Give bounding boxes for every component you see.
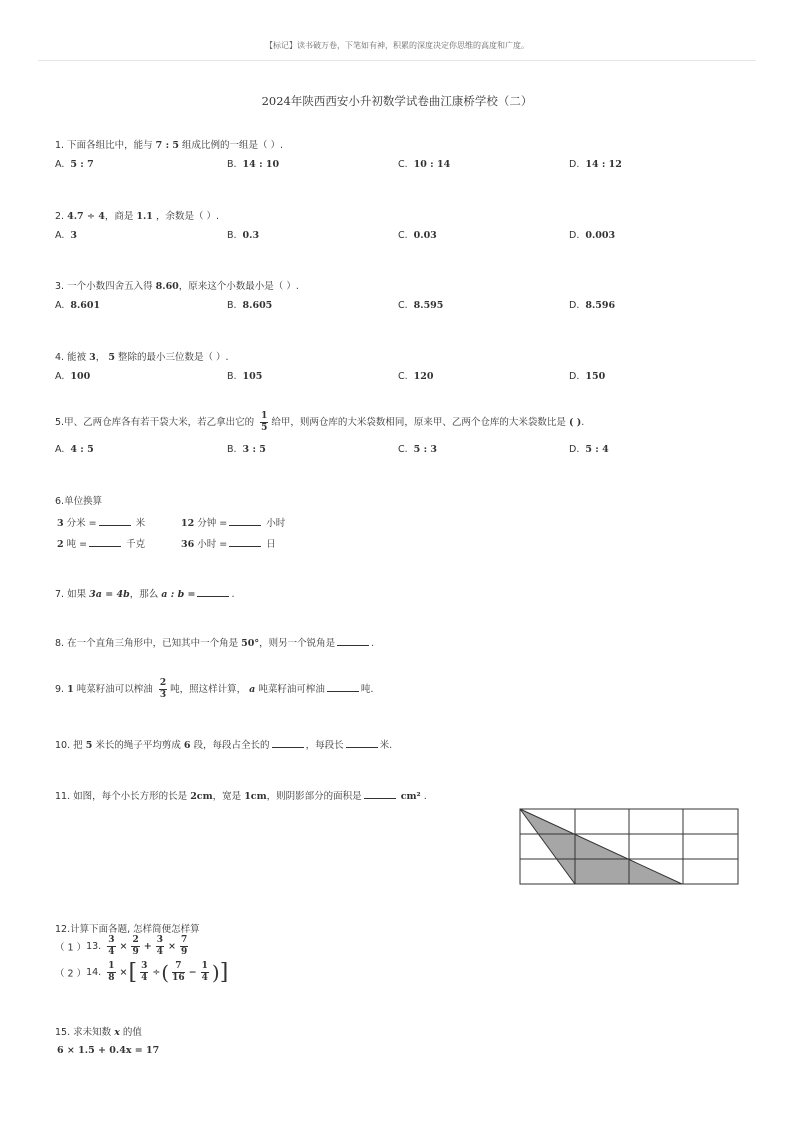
q1-option-d[interactable]: D. 14 : 12 [569,159,622,170]
q5-option-a[interactable]: A. 4 : 5 [55,444,94,455]
answer-blank[interactable] [99,516,131,526]
conversion-4: 36 小时 = 日 [181,539,276,550]
grid-figure [519,808,741,886]
answer-blank[interactable] [89,537,121,547]
q3-option-b[interactable]: B. 8.605 [227,300,273,311]
question-11: 11. 如图，每个小长方形的长是 2cm，宽是 1cm，则阴影部分的面积是 cm² . [55,791,427,802]
conversion-1: 3 分米 = 米 [57,518,146,529]
answer-blank[interactable] [346,738,378,748]
ratio-value: 7 : 5 [155,140,179,151]
rounded-value: 8.60 [155,281,179,292]
q1-option-a[interactable]: A. 5 : 7 [55,159,94,170]
answer-blank[interactable] [197,587,229,597]
answer-blank[interactable] [229,537,261,547]
header-motto: 【标记】读书破万卷，下笔如有神，积累的深度决定你思维的高度和广度。 [265,41,529,50]
division-expression: 4.7 ÷ 4 [67,211,105,222]
header-divider [38,60,756,61]
question-6: 6.单位换算 [55,496,103,507]
q5-option-c[interactable]: C. 5 : 3 [398,444,437,455]
conversion-3: 2 吨 = 千克 [57,539,146,550]
q5-option-d[interactable]: D. 5 : 4 [569,444,609,455]
q5-option-b[interactable]: B. 3 : 5 [227,444,266,455]
question-number: 1. [55,140,65,151]
equation: 6 × 1.5 + 0.4x = 17 [57,1045,160,1056]
q3-option-d[interactable]: D. 8.596 [569,300,616,311]
question-8: 8. 在一个直角三角形中，已知其中一个角是 50°，则另一个锐角是 . [55,638,375,649]
q1-option-b[interactable]: B. 14 : 10 [227,159,280,170]
question-3: 3. 一个小数四舍五入得 8.60，原来这个小数最小是（ ）. [55,281,299,292]
q2-option-a[interactable]: A. 3 [55,230,77,241]
fraction: $\frac{1}{5}$ [261,411,268,433]
question-7: 7. 如果 3a = 4b，那么 a : b = . [55,589,235,600]
answer-blank[interactable] [327,682,359,692]
q3-option-c[interactable]: C. 8.595 [398,300,444,311]
question-text: 组成比例的一组是（ ）. [182,140,284,151]
question-1 [55,137,283,151]
q4-option-b[interactable]: B. 105 [227,371,263,382]
question-12: 12.计算下面各题, 怎样简便怎样算 [55,924,200,935]
quotient-value: 1.1 [136,211,153,222]
answer-blank[interactable] [364,789,396,799]
question-4: 4. 能被 3， 5 整除的最小三位数是（ ）. [55,352,229,363]
conversion-2: 12 分钟 = 小时 [181,518,286,529]
question-10: 10. 把 5 米长的绳子平均剪成 6 段，每段占全长的 ，每段长 米. [55,740,393,751]
q2-option-c[interactable]: C. 0.03 [398,230,437,241]
q4-option-c[interactable]: C. 120 [398,371,434,382]
answer-blank[interactable] [229,516,261,526]
question-text: 下面各组比中，能与 [67,140,153,151]
q3-option-a[interactable]: A. 8.601 [55,300,101,311]
q4-option-a[interactable]: A. 100 [55,371,91,382]
page-title: 2024年陕西西安小升初数学试卷曲江康桥学校（二） [261,94,533,108]
calc-part-1: （ 1 ）13. $\frac{3}{4}$ × $\frac{2}{9}$ + $\frac{3}{4}$ × $\frac{7}{9}$ [55,935,188,957]
question-15: 15. 求未知数 x 的值 [55,1027,142,1038]
q2-option-b[interactable]: B. 0.3 [227,230,260,241]
calc-part-2: （ 2 ）14. $\frac{1}{8}$ ×[ $\frac{3}{4}$ ÷( $\frac{7}{16}$ − $\frac{1}{4}$ )] [55,960,229,985]
question-2: 2. 4.7 ÷ 4，商是 1.1 ，余数是（ ）. [55,211,219,222]
q2-option-d[interactable]: D. 0.003 [569,230,616,241]
question-9: 9. 1 吨菜籽油可以榨油 $\frac{2}{3}$ 吨，照这样计算， a 吨菜籽油可榨油 吨. [55,678,374,700]
answer-blank[interactable] [272,738,304,748]
q1-option-c[interactable]: C. 10 : 14 [398,159,451,170]
q4-option-d[interactable]: D. 150 [569,371,606,382]
answer-blank[interactable] [337,636,369,646]
question-5: 5.甲、乙两仓库各有若干袋大米，若乙拿出它的 $\frac{1}{5}$ 给甲，则两仓库的大米袋数相同，原来甲、乙两个仓库的大米袋数比是 ( ). [55,411,585,433]
fraction: $\frac{2}{3}$ [159,678,167,700]
